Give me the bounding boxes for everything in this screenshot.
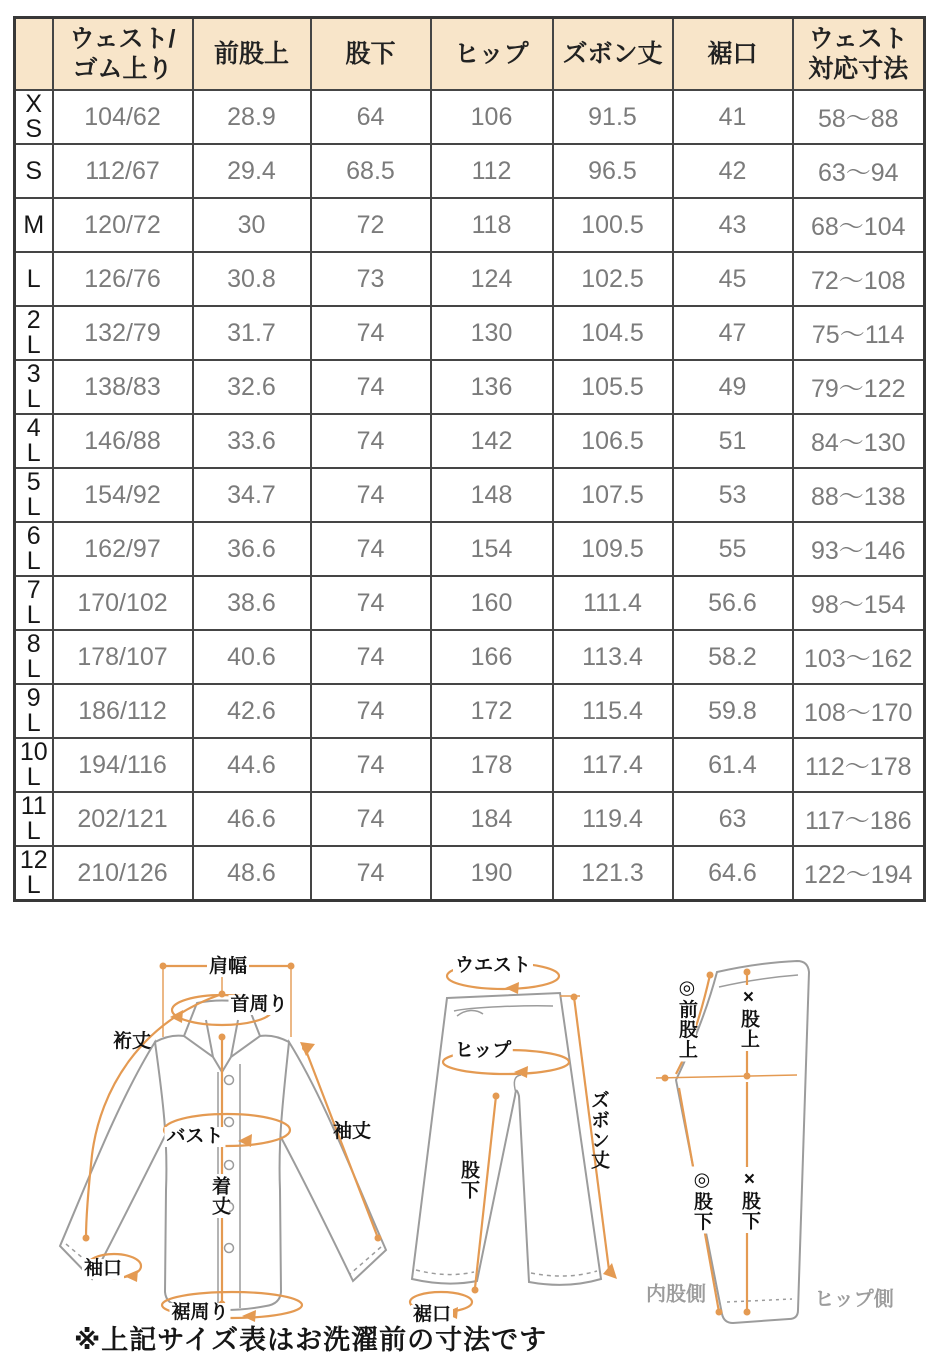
measurement-cell: 56.6 — [673, 576, 793, 630]
measurement-cell: 74 — [311, 792, 431, 846]
column-header: ウェスト 対応寸法 — [793, 18, 925, 91]
size-label: 10 L — [15, 738, 53, 792]
size-label: S — [15, 144, 53, 198]
measurement-cell: 170/102 — [53, 576, 193, 630]
measurement-cell: 121.3 — [553, 846, 673, 901]
measurement-cell: 118 — [431, 198, 553, 252]
column-header: ズボン丈 — [553, 18, 673, 91]
measurement-cell: 74 — [311, 468, 431, 522]
measurement-cell: 33.6 — [193, 414, 311, 468]
measurement-cell: 30 — [193, 198, 311, 252]
pre-wash-note: ※上記サイズ表はお洗濯前の寸法です — [74, 1325, 548, 1355]
measurement-cell: 112/67 — [53, 144, 193, 198]
measurement-cell: 115.4 — [553, 684, 673, 738]
measurement-cell: 142 — [431, 414, 553, 468]
size-chart-header — [15, 18, 925, 91]
size-label: L — [15, 252, 53, 306]
measurement-cell: 109.5 — [553, 522, 673, 576]
measurement-cell: 42 — [673, 144, 793, 198]
inseam-label: 股下 — [457, 1160, 479, 1200]
size-label: 3 L — [15, 360, 53, 414]
inner-side-label: 内股側 — [646, 1283, 706, 1306]
bust-label: バスト — [166, 1126, 224, 1148]
measurement-cell: 42.6 — [193, 684, 311, 738]
body-length-label: 着丈 — [208, 1176, 230, 1216]
table-row-8L — [15, 630, 925, 684]
measurement-cell: 119.4 — [553, 792, 673, 846]
measurement-cell: 74 — [311, 306, 431, 360]
measurement-cell: 117〜186 — [793, 792, 925, 846]
measurement-cell: 184 — [431, 792, 553, 846]
measurement-cell: 136 — [431, 360, 553, 414]
shirt-right-sleeve — [276, 1042, 386, 1281]
rise-label: ×股上 — [737, 987, 759, 1049]
hem-around-label: 裾周り — [171, 1302, 229, 1324]
measurement-cell: 202/121 — [53, 792, 193, 846]
neck-around-label: 首周り — [230, 994, 288, 1016]
measurement-cell: 36.6 — [193, 522, 311, 576]
measurement-cell: 112 — [431, 144, 553, 198]
hip-side-label: ヒップ側 — [814, 1288, 894, 1311]
measurement-cell: 74 — [311, 414, 431, 468]
table-row-4L — [15, 414, 925, 468]
measurement-cell: 178 — [431, 738, 553, 792]
measurement-cell: 58〜88 — [793, 90, 925, 144]
measurement-cell: 178/107 — [53, 630, 193, 684]
measurement-cell: 64 — [311, 90, 431, 144]
measurement-cell: 72 — [311, 198, 431, 252]
table-row-6L — [15, 522, 925, 576]
measurement-cell: 91.5 — [553, 90, 673, 144]
size-label: 7 L — [15, 576, 53, 630]
measurement-cell: 38.6 — [193, 576, 311, 630]
measurement-cell: 146/88 — [53, 414, 193, 468]
measurement-cell: 32.6 — [193, 360, 311, 414]
measurement-cell: 68〜104 — [793, 198, 925, 252]
cuff-opening-label: 袖口 — [83, 1258, 123, 1280]
inseam-b-label: ×股下 — [738, 1169, 760, 1231]
measurement-cell: 75〜114 — [793, 306, 925, 360]
measurement-cell: 130 — [431, 306, 553, 360]
measurement-cell: 74 — [311, 684, 431, 738]
measurement-cell: 113.4 — [553, 630, 673, 684]
shoulder-width-label: 肩幅 — [208, 956, 248, 978]
measurement-cell: 48.6 — [193, 846, 311, 901]
measurement-cell: 96.5 — [553, 144, 673, 198]
size-chart-body — [15, 90, 925, 901]
pants-length-label: ズボン丈 — [587, 1090, 609, 1170]
measurement-cell: 45 — [673, 252, 793, 306]
measurement-cell: 74 — [311, 630, 431, 684]
measurement-cell: 63〜94 — [793, 144, 925, 198]
table-row-9L — [15, 684, 925, 738]
measurement-diagrams — [0, 930, 940, 1360]
measurement-cell: 172 — [431, 684, 553, 738]
measurement-cell: 74 — [311, 738, 431, 792]
measurement-cell: 63 — [673, 792, 793, 846]
size-label: M — [15, 198, 53, 252]
measurement-cell: 40.6 — [193, 630, 311, 684]
measurement-cell: 122〜194 — [793, 846, 925, 901]
table-row-3L — [15, 360, 925, 414]
header-row — [15, 18, 925, 91]
measurement-cell: 154 — [431, 522, 553, 576]
size-label: 2 L — [15, 306, 53, 360]
table-row-L — [15, 252, 925, 306]
measurement-cell: 106 — [431, 90, 553, 144]
size-label: 6 L — [15, 522, 53, 576]
measurement-cell: 93〜146 — [793, 522, 925, 576]
measurement-cell: 138/83 — [53, 360, 193, 414]
measurement-cell: 59.8 — [673, 684, 793, 738]
measurement-cell: 72〜108 — [793, 252, 925, 306]
measurement-cell: 100.5 — [553, 198, 673, 252]
measurement-cell: 84〜130 — [793, 414, 925, 468]
measurement-cell: 160 — [431, 576, 553, 630]
measurement-cell: 104/62 — [53, 90, 193, 144]
measurement-cell: 74 — [311, 360, 431, 414]
measurement-cell: 112〜178 — [793, 738, 925, 792]
measurement-cell: 154/92 — [53, 468, 193, 522]
measurement-cell: 74 — [311, 846, 431, 901]
size-label: 9 L — [15, 684, 53, 738]
pants-front-diagram — [412, 993, 601, 1285]
table-row-M — [15, 198, 925, 252]
measurement-cell: 46.6 — [193, 792, 311, 846]
measurement-cell: 61.4 — [673, 738, 793, 792]
measurement-cell: 104.5 — [553, 306, 673, 360]
front-rise-label: ◎前股上 — [675, 976, 697, 1060]
measurement-cell: 103〜162 — [793, 630, 925, 684]
table-row-S — [15, 144, 925, 198]
shirt-left-sleeve — [60, 1042, 170, 1279]
measurement-cell: 132/79 — [53, 306, 193, 360]
size-chart-table — [13, 16, 926, 902]
measurement-cell: 29.4 — [193, 144, 311, 198]
table-row-5L — [15, 468, 925, 522]
table-row-10L — [15, 738, 925, 792]
column-header: 裾口 — [673, 18, 793, 91]
measurement-cell: 190 — [431, 846, 553, 901]
size-label: 8 L — [15, 630, 53, 684]
measurement-cell: 111.4 — [553, 576, 673, 630]
measurement-cell: 28.9 — [193, 90, 311, 144]
measurement-cell: 210/126 — [53, 846, 193, 901]
sleeve-reach-label: 裄丈 — [112, 1031, 152, 1053]
size-label: 11 L — [15, 792, 53, 846]
table-row-2L — [15, 306, 925, 360]
measurement-cell: 106.5 — [553, 414, 673, 468]
measurement-cell: 107.5 — [553, 468, 673, 522]
measurement-cell: 117.4 — [553, 738, 673, 792]
measurement-cell: 55 — [673, 522, 793, 576]
measurement-cell: 194/116 — [53, 738, 193, 792]
measurement-cell: 31.7 — [193, 306, 311, 360]
size-label: 5 L — [15, 468, 53, 522]
column-header: ウェスト/ ゴム上り — [53, 18, 193, 91]
measurement-cell: 47 — [673, 306, 793, 360]
column-header: ヒップ — [431, 18, 553, 91]
measurement-cell: 108〜170 — [793, 684, 925, 738]
size-label: X S — [15, 90, 53, 144]
measurement-cell: 105.5 — [553, 360, 673, 414]
measurement-cell: 166 — [431, 630, 553, 684]
measurement-cell: 53 — [673, 468, 793, 522]
measurement-cell: 43 — [673, 198, 793, 252]
measurement-cell: 98〜154 — [793, 576, 925, 630]
measurement-cell: 120/72 — [53, 198, 193, 252]
inseam-a-label: ◎股下 — [690, 1168, 712, 1232]
size-label: 12 L — [15, 846, 53, 901]
table-row-12L — [15, 846, 925, 901]
measurement-cell: 74 — [311, 522, 431, 576]
measurement-cell: 74 — [311, 576, 431, 630]
measurement-cell: 30.8 — [193, 252, 311, 306]
hem-opening-label: 裾口 — [412, 1304, 452, 1326]
measurement-cell: 88〜138 — [793, 468, 925, 522]
column-header: 前股上 — [193, 18, 311, 91]
measurement-cell: 51 — [673, 414, 793, 468]
table-row-7L — [15, 576, 925, 630]
measurement-cell: 49 — [673, 360, 793, 414]
table-row-XS — [15, 90, 925, 144]
diagram-canvas — [0, 930, 940, 1360]
size-label: 4 L — [15, 414, 53, 468]
column-header: 股下 — [311, 18, 431, 91]
measurement-cell: 79〜122 — [793, 360, 925, 414]
measurement-cell: 58.2 — [673, 630, 793, 684]
measurement-cell: 64.6 — [673, 846, 793, 901]
table-row-11L — [15, 792, 925, 846]
measurement-cell: 73 — [311, 252, 431, 306]
measurement-cell: 102.5 — [553, 252, 673, 306]
sleeve-length-label: 袖丈 — [332, 1121, 372, 1143]
measurement-cell: 126/76 — [53, 252, 193, 306]
pants-front-outline — [412, 993, 601, 1285]
measurement-cell: 186/112 — [53, 684, 193, 738]
measurement-cell: 34.7 — [193, 468, 311, 522]
measurement-cell: 124 — [431, 252, 553, 306]
measurement-cell: 162/97 — [53, 522, 193, 576]
measurement-cell: 68.5 — [311, 144, 431, 198]
measurement-cell: 41 — [673, 90, 793, 144]
waist-label: ウエスト — [454, 955, 532, 977]
hip-label: ヒップ — [454, 1040, 512, 1062]
measurement-cell: 148 — [431, 468, 553, 522]
measurement-cell: 44.6 — [193, 738, 311, 792]
column-header — [15, 18, 53, 91]
